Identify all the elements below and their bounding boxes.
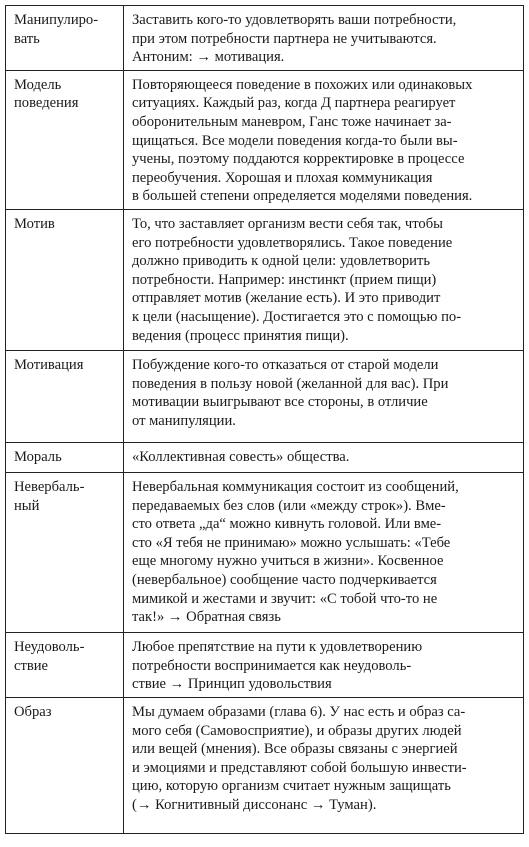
definition-cell: Любое препятствие на пути к удовлетворению потребности воспринимается как неудоволь- ствие → Принцип удовольствия	[124, 632, 524, 697]
definition-cell: Побуждение кого-то отказаться от старой модели поведения в пользу новой (желанной для вас). При мотивации выигрывают все стороны, в отличие от манипуляции.	[124, 350, 524, 442]
glossary-row	[6, 350, 524, 442]
term-cell: Неудоволь- ствие	[6, 632, 124, 697]
definition-cell: То, что заставляет организм вести себя так, чтобы его потребности удовлетворялись. Такое поведение должно приводить к одной цели: удовлетворить потребности. Например: инстинкт (прием пищи) отправляет мотив (желание есть). И это приводит к цели (насыщение). Достигается это с помощью по- ведения (процесс принятия пищи).	[124, 209, 524, 350]
term-cell: Мотив	[6, 209, 124, 350]
term-cell: Образ	[6, 697, 124, 833]
term-cell: Мотивация	[6, 350, 124, 442]
term-cell: Манипулиро- вать	[6, 6, 124, 71]
definition-cell: Мы думаем образами (глава 6). У нас есть и образ са- мого себя (Самовосприятие), и образы других людей или вещей (мнения). Все образы связаны с энергией и эмоциями и представляют собой большую инвести- цию, которую организм считает нужным защищать (→ Когнитивный диссонанс → Туман).	[124, 697, 524, 833]
term-cell: Модель поведения	[6, 70, 124, 209]
definition-cell: Повторяющееся поведение в похожих или одинаковых ситуациях. Каждый раз, когда Д партнера реагирует оборонительным маневром, Ганс тоже начинает за- щищаться. Все модели поведения когда-то были вы- учены, поэтому поддаются корректировке в процессе переобучения. Хорошая и плохая коммуникация в большей степени определяется моделями поведения.	[124, 70, 524, 209]
term-cell: Мораль	[6, 442, 124, 472]
glossary-table	[5, 5, 524, 834]
glossary-row	[6, 209, 524, 350]
definition-cell: Заставить кого-то удовлетворять ваши потребности, при этом потребности партнера не учитываются. Антоним: → мотивация.	[124, 6, 524, 71]
glossary-row	[6, 697, 524, 833]
glossary-row	[6, 632, 524, 697]
term-cell: Невербаль- ный	[6, 472, 124, 632]
definition-cell: Невербальная коммуникация состоит из сообщений, передаваемых без слов (или «между строк»). Вме- сто ответа „да“ можно кивнуть головой. Или вме- сто «Я тебя не принимаю» можно услышать: «Тебе еще многому нужно учиться в жизни». Косвенное (невербальное) сообщение часто подчеркивается мимикой и жестами и звучит: «С тобой что-то не так!» → Обратная связь	[124, 472, 524, 632]
definition-cell: «Коллективная совесть» общества.	[124, 442, 524, 472]
glossary-row	[6, 472, 524, 632]
glossary-row	[6, 70, 524, 209]
glossary-row	[6, 442, 524, 472]
glossary-row	[6, 6, 524, 71]
